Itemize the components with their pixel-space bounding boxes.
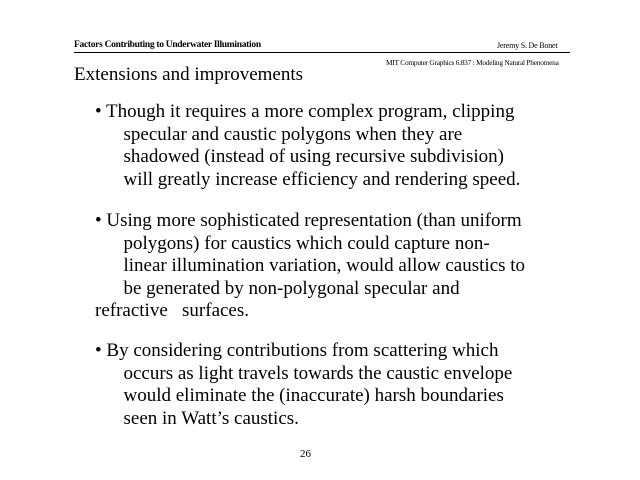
header-author: Jeremy S. De Bonet xyxy=(497,41,558,50)
bullet-item: • By considering contributions from scattering which occurs as light travels towards the caustic envelope would eliminate the (inaccurate) harsh boundaries seen in Watt’s caustics. xyxy=(95,340,513,429)
bullet-item: • Using more sophisticated representation (than uniform polygons) for caustics which could capture non- linear illumination variation, would allow caustics to be generated by non-polygonal specular and refractive surfaces. xyxy=(95,210,526,321)
header-divider xyxy=(74,52,570,53)
bullet-item: • Though it requires a more complex program, clipping specular and caustic polygons when they are shadowed (instead of using recursive subdivision) will greatly increase efficiency and rendering speed. xyxy=(95,101,521,190)
slide-title: Extensions and improvements xyxy=(74,64,304,85)
page-number: 26 xyxy=(300,448,311,460)
header-presentation-title: Factors Contributing to Underwater Illumination xyxy=(74,40,261,50)
header-course: MIT Computer Graphics 6.837 : Modeling Natural Phenomena xyxy=(386,58,559,67)
